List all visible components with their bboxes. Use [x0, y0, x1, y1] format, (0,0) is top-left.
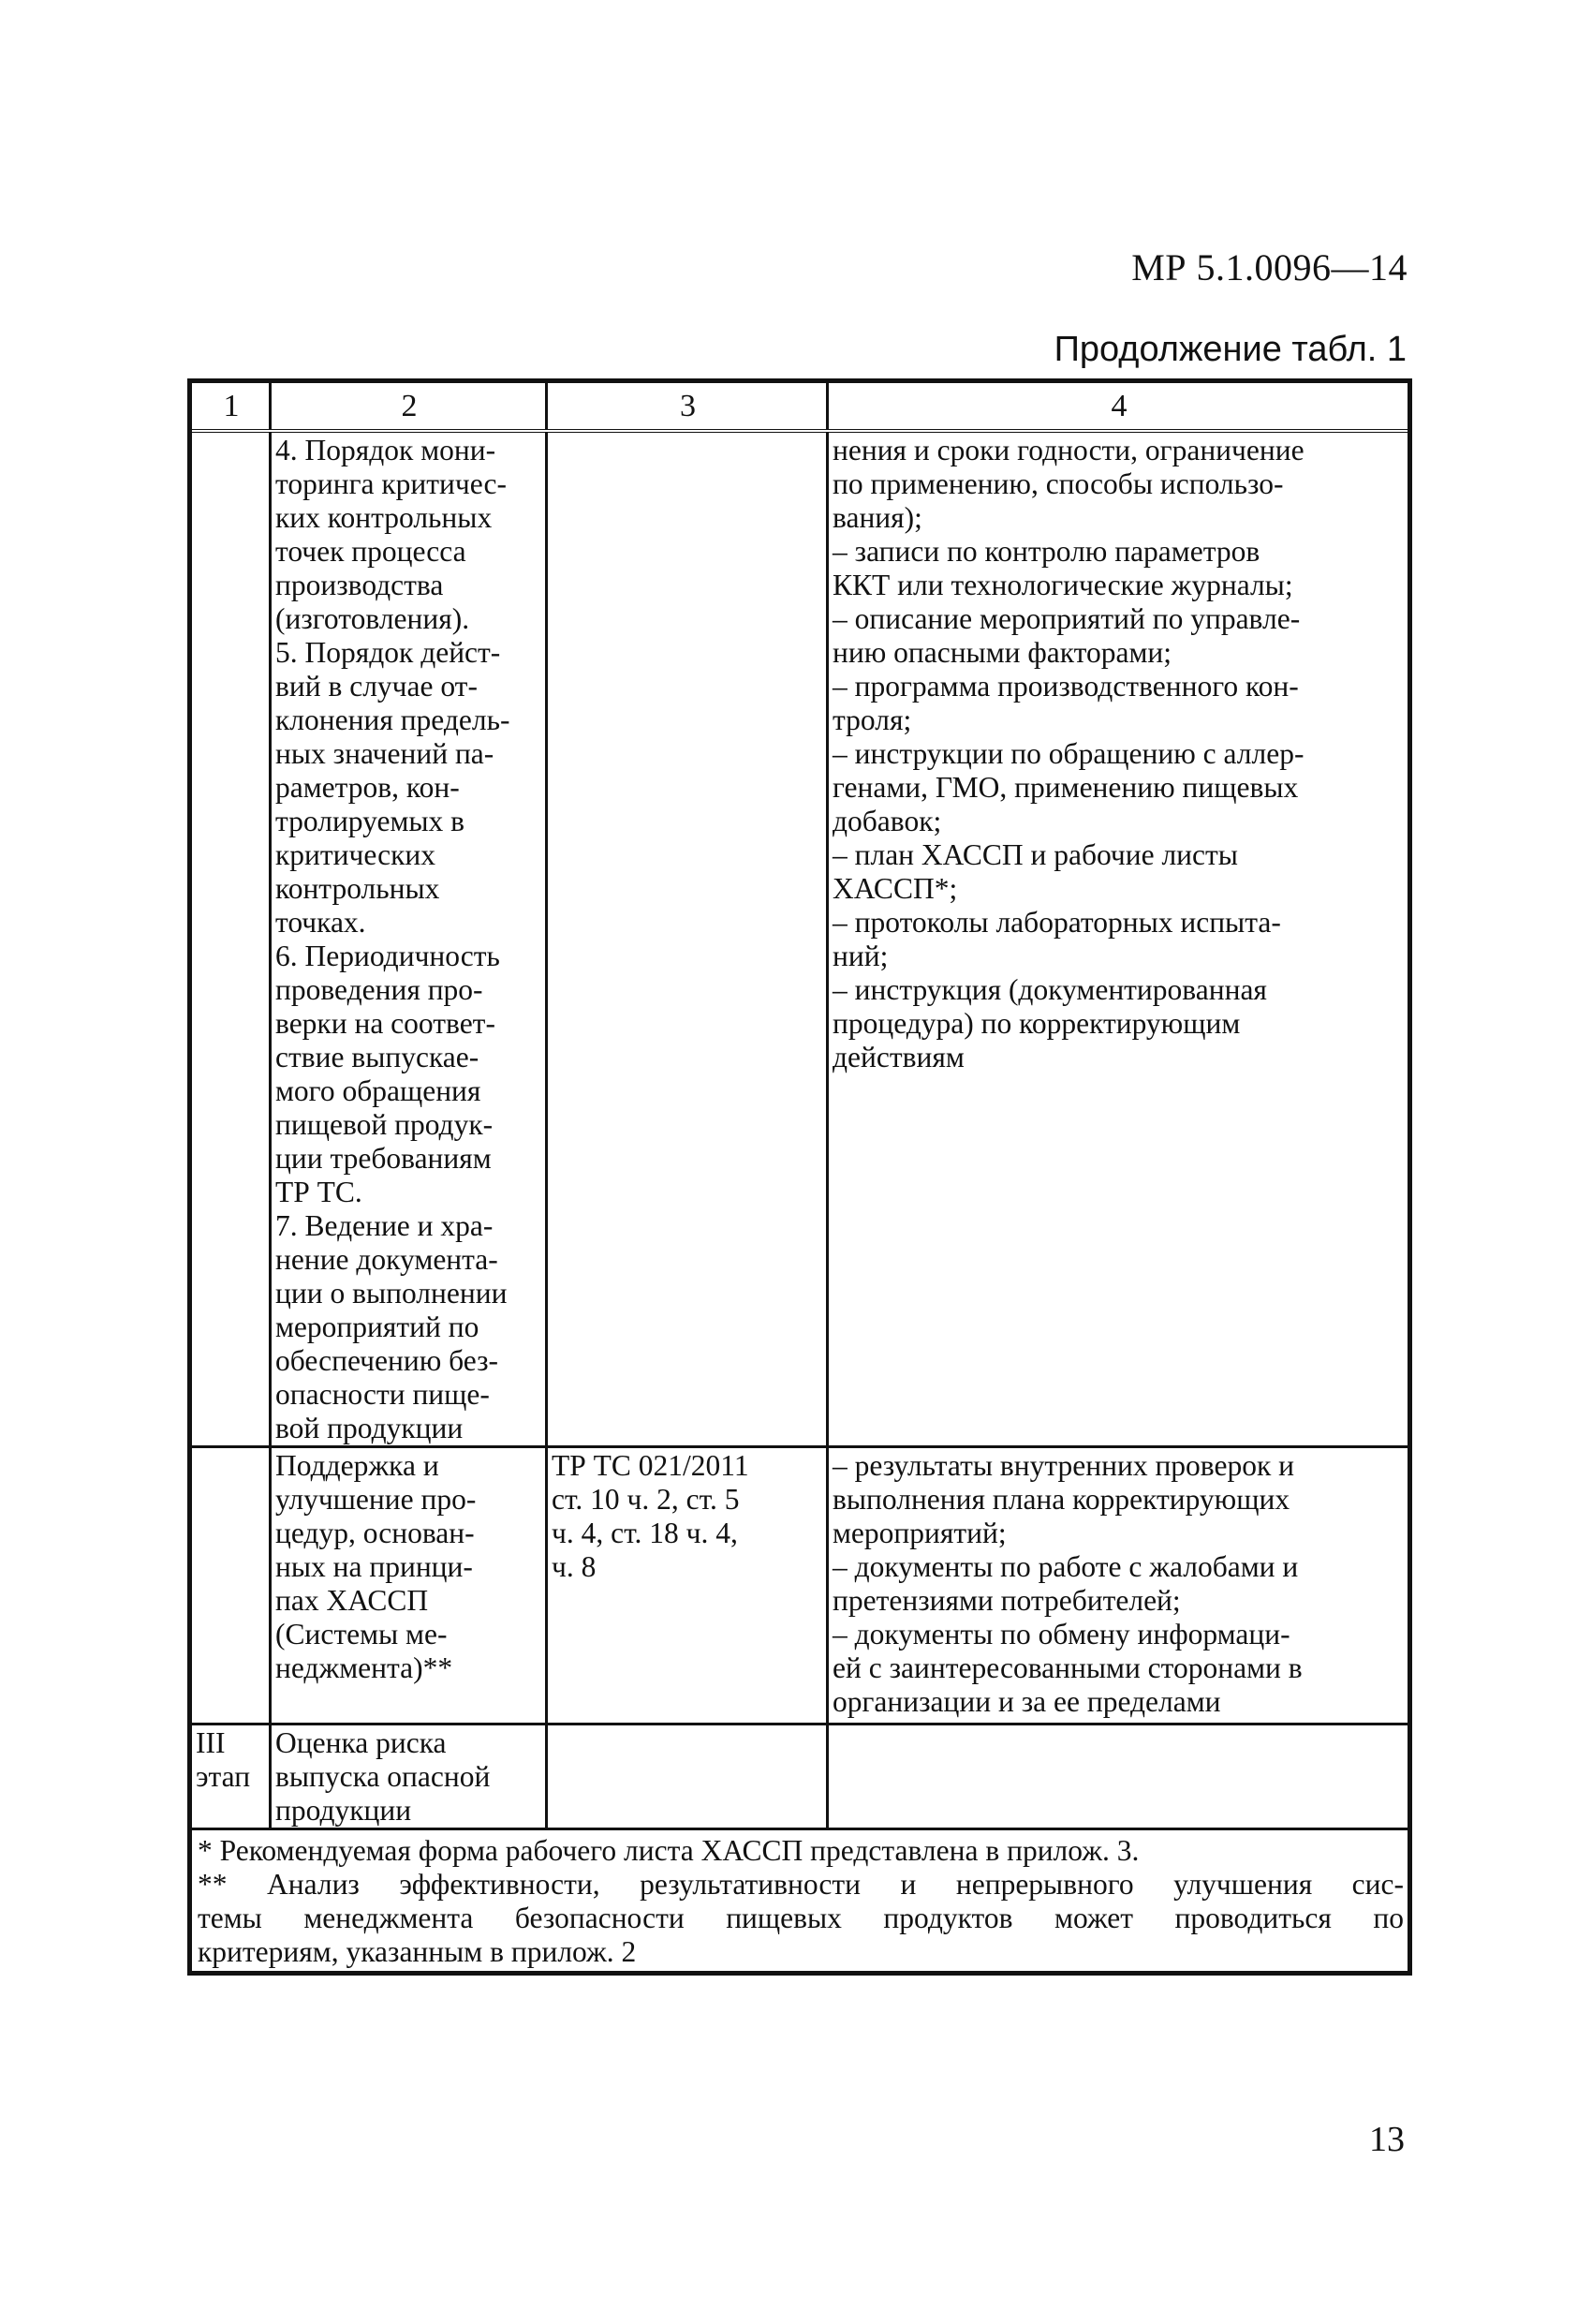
- cell-text-line: троля;: [833, 703, 912, 736]
- cell-text-line: 7. Ведение и хра-: [275, 1209, 494, 1242]
- footnote-1: * Рекомендуемая форма рабочего листа ХАССП представлена в прилож. 3.: [198, 1834, 1140, 1867]
- cell-text-line: нения и сроки годности, ограничение: [833, 434, 1305, 466]
- cell-text-line: ч. 8: [552, 1550, 597, 1583]
- cell-text-line: верки на соответ-: [275, 1007, 495, 1040]
- cell-text-line: мероприятий;: [833, 1517, 1007, 1549]
- cell-text-line: вий в случае от-: [275, 670, 478, 703]
- cell-text-line: ний;: [833, 940, 889, 972]
- cell-text-line: – программа производственного кон-: [833, 670, 1299, 703]
- column-header-1: 1: [190, 381, 271, 432]
- cell-text-line: нение документа-: [275, 1243, 498, 1276]
- cell-text-line: – результаты внутренних проверок и: [833, 1449, 1295, 1482]
- cell-text-line: добавок;: [833, 805, 942, 837]
- footnote-4: критериям, указанным в прилож. 2: [198, 1935, 637, 1968]
- cell-text-line: ТР ТС 021/2011: [552, 1449, 749, 1482]
- column-header-3: 3: [547, 381, 828, 432]
- table-cell-col4: [828, 1724, 1410, 1829]
- cell-text-line: (Системы ме-: [275, 1618, 448, 1650]
- cell-text-line: ТР ТС.: [275, 1176, 362, 1208]
- cell-text-line: – описание мероприятий по управле-: [833, 602, 1301, 635]
- cell-text-line: 6. Периодичность: [275, 940, 500, 972]
- cell-text-line: ных значений па-: [275, 737, 494, 770]
- cell-text-line: выпуска опасной: [275, 1760, 491, 1793]
- cell-text-line: клонения предель-: [275, 703, 510, 736]
- cell-text-line: ст. 10 ч. 2, ст. 5: [552, 1483, 740, 1516]
- cell-text-line: (изготовления).: [275, 602, 470, 635]
- table-cell-col4: [828, 1447, 1410, 1724]
- table-cell-col2: [271, 431, 547, 1447]
- cell-text-line: неджмента)**: [275, 1651, 453, 1684]
- cell-text-line: опасности пище-: [275, 1378, 490, 1411]
- cell-text-line: – план ХАССП и рабочие листы: [833, 838, 1238, 871]
- cell-text-line: тролируемых в: [275, 805, 465, 837]
- table-cell-col1: [190, 431, 271, 1447]
- cell-text-line: проведения про-: [275, 973, 483, 1006]
- cell-text-line: III: [196, 1726, 226, 1759]
- cell-text-line: ции требованиям: [275, 1142, 492, 1175]
- cell-text-line: обеспечению без-: [275, 1344, 499, 1377]
- cell-text-line: процедура) по корректирующим: [833, 1007, 1241, 1040]
- cell-text-line: ККТ или технологические журналы;: [833, 569, 1293, 601]
- cell-text-line: цедур, основан-: [275, 1517, 475, 1549]
- cell-text-line: пах ХАССП: [275, 1584, 429, 1617]
- cell-text-line: действиям: [833, 1041, 965, 1073]
- cell-text-line: производства: [275, 569, 444, 601]
- cell-text-line: ХАССП*;: [833, 872, 958, 905]
- cell-text-line: точках.: [275, 906, 366, 939]
- table-cell-col1: [190, 1447, 271, 1724]
- cell-text-line: мероприятий по: [275, 1310, 479, 1343]
- cell-text-line: ч. 4, ст. 18 ч. 4,: [552, 1517, 738, 1549]
- cell-text-line: ных на принци-: [275, 1550, 473, 1583]
- cell-text-line: пищевой продук-: [275, 1108, 494, 1141]
- cell-text-line: претензиями потребителей;: [833, 1584, 1181, 1617]
- cell-text-line: – протоколы лабораторных испыта-: [833, 906, 1281, 939]
- cell-text-line: вания);: [833, 501, 922, 534]
- cell-text-line: мого обращения: [275, 1074, 481, 1107]
- table-header-row: [190, 381, 1410, 432]
- table-row: [190, 431, 1410, 1447]
- cell-text-line: точек процесса: [275, 535, 466, 568]
- cell-text-line: по применению, способы использо-: [833, 467, 1284, 500]
- cell-text-line: раметров, кон-: [275, 771, 460, 804]
- cell-text-line: ей с заинтересованными сторонами в: [833, 1651, 1303, 1684]
- cell-text-line: ких контрольных: [275, 501, 493, 534]
- column-header-4: 4: [828, 381, 1410, 432]
- footnote-3: темы менеджмента безопасности пищевых продуктов может проводиться по: [198, 1902, 1404, 1934]
- cell-text-line: Поддержка и: [275, 1449, 439, 1482]
- cell-text-line: торинга критичес-: [275, 467, 507, 500]
- cell-text-line: 4. Порядок мони-: [275, 434, 496, 466]
- footnotes-row: [190, 1829, 1410, 1974]
- cell-text-line: вой продукции: [275, 1412, 464, 1444]
- table-cell-col1: [190, 1724, 271, 1829]
- cell-text-line: – записи по контролю параметров: [833, 535, 1260, 568]
- cell-text-line: – инструкции по обращению с аллер-: [833, 737, 1305, 770]
- cell-text-line: критических: [275, 838, 436, 871]
- table-caption: Продолжение табл. 1: [1054, 330, 1407, 369]
- footnotes-cell: [190, 1829, 1410, 1974]
- cell-text-line: выполнения плана корректирующих: [833, 1483, 1290, 1516]
- page-number: 13: [1369, 2120, 1405, 2159]
- footnote-2: ** Анализ эффективности, результативности и непрерывного улучшения сис-: [198, 1868, 1404, 1901]
- cell-text-line: контрольных: [275, 872, 440, 905]
- cell-text-line: продукции: [275, 1794, 412, 1827]
- cell-text-line: этап: [196, 1760, 251, 1793]
- cell-text-line: – инструкция (документированная: [833, 973, 1267, 1006]
- table-cell-col2: [271, 1724, 547, 1829]
- cell-text-line: улучшение про-: [275, 1483, 477, 1516]
- cell-text-line: ствие выпускае-: [275, 1041, 479, 1073]
- cell-text-line: нию опасными факторами;: [833, 636, 1172, 669]
- column-header-2: 2: [271, 381, 547, 432]
- table-row: [190, 1447, 1410, 1724]
- cell-text-line: ции о выполнении: [275, 1277, 508, 1310]
- cell-text-line: генами, ГМО, применению пищевых: [833, 771, 1299, 804]
- table-cell-col2: [271, 1447, 547, 1724]
- cell-text-line: организации и за ее пределами: [833, 1685, 1221, 1718]
- cell-text-line: – документы по обмену информаци-: [833, 1618, 1290, 1650]
- table-cell-col3: [547, 431, 828, 1447]
- table-row: [190, 1724, 1410, 1829]
- requirements-table: [187, 378, 1412, 1976]
- document-code: МР 5.1.0096—14: [1131, 246, 1408, 289]
- table-cell-col3: [547, 1724, 828, 1829]
- table-cell-col4: [828, 431, 1410, 1447]
- table-cell-col3: [547, 1447, 828, 1724]
- cell-text-line: Оценка риска: [275, 1726, 447, 1759]
- cell-text-line: 5. Порядок дейст-: [275, 636, 501, 669]
- cell-text-line: – документы по работе с жалобами и: [833, 1550, 1299, 1583]
